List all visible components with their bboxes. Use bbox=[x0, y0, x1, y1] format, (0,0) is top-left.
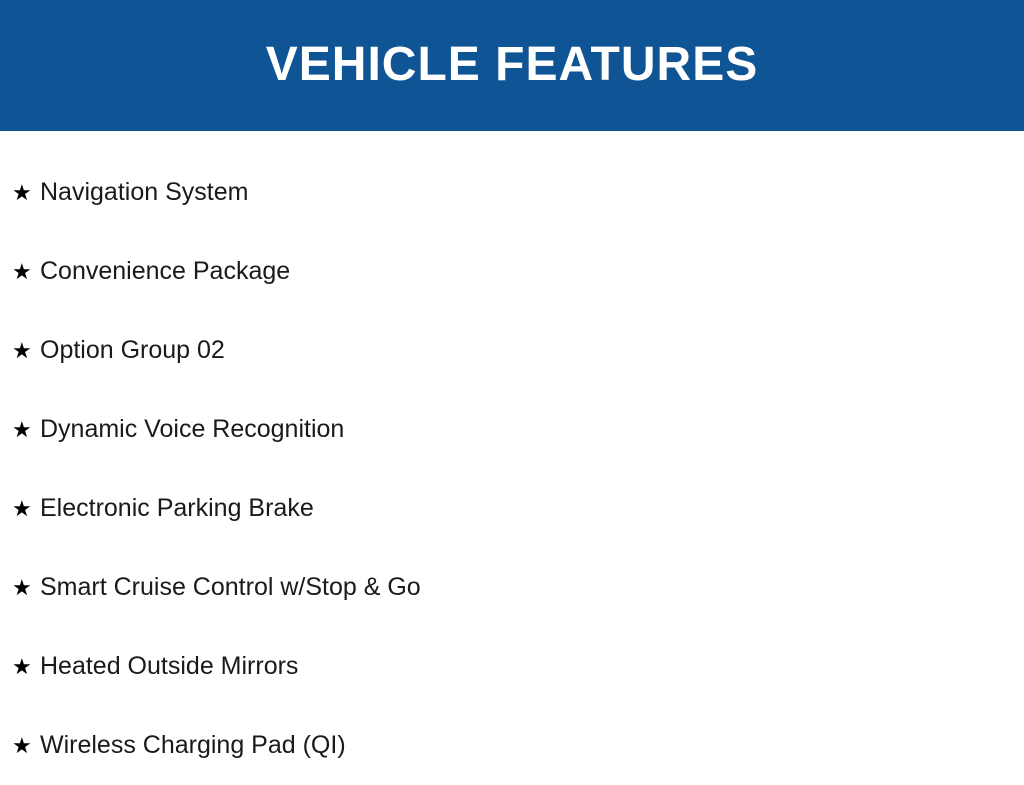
star-icon: ★ bbox=[12, 258, 32, 284]
feature-label: Convenience Package bbox=[40, 257, 291, 285]
feature-label: Heated Outside Mirrors bbox=[40, 652, 299, 680]
star-icon: ★ bbox=[12, 337, 32, 363]
list-item bbox=[0, 390, 1024, 469]
feature-label: Wireless Charging Pad (QI) bbox=[40, 731, 346, 759]
list-item bbox=[0, 153, 1024, 232]
star-icon: ★ bbox=[12, 574, 32, 600]
feature-label: Navigation System bbox=[40, 178, 249, 206]
feature-label: Dynamic Voice Recognition bbox=[40, 415, 345, 443]
list-item bbox=[0, 548, 1024, 627]
feature-label: Electronic Parking Brake bbox=[40, 494, 314, 522]
star-icon: ★ bbox=[12, 495, 32, 521]
features-list bbox=[0, 131, 1024, 785]
feature-label: Smart Cruise Control w/Stop & Go bbox=[40, 573, 421, 601]
list-item bbox=[0, 232, 1024, 311]
star-icon: ★ bbox=[12, 653, 32, 679]
page-title: VEHICLE FEATURES bbox=[265, 38, 759, 92]
list-item bbox=[0, 627, 1024, 706]
list-item bbox=[0, 311, 1024, 390]
star-icon: ★ bbox=[12, 732, 32, 758]
list-item bbox=[0, 469, 1024, 548]
list-item bbox=[0, 706, 1024, 785]
star-icon: ★ bbox=[12, 416, 32, 442]
star-icon: ★ bbox=[12, 179, 32, 205]
feature-label: Option Group 02 bbox=[40, 336, 225, 364]
page-header bbox=[0, 0, 1024, 131]
